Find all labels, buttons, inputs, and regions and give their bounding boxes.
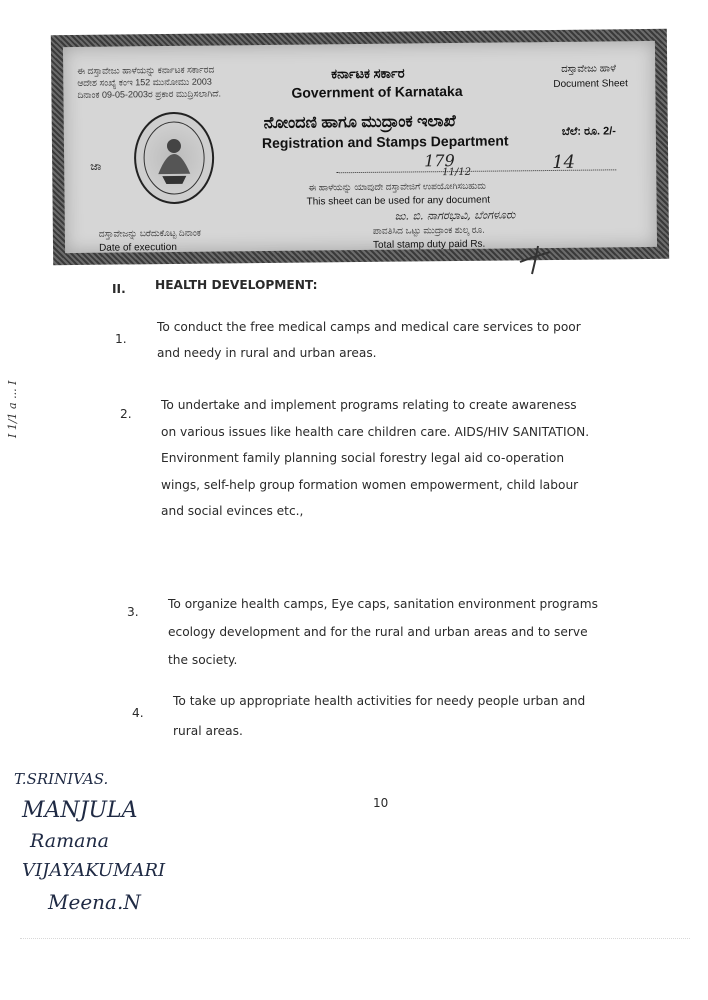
handwritten-number: 179 xyxy=(424,151,455,171)
check-mark-icon xyxy=(516,244,556,278)
item-line: and social evinces etc., xyxy=(161,504,304,518)
signature: T.SRINIVAS. xyxy=(14,770,109,788)
signature: VIJAYAKUMARI xyxy=(22,860,166,881)
stamp-vendor-handwriting: ಜು. ಬಿ. ನಾಗರಭಾವಿ, ಬೆಂಗಳೂರು xyxy=(394,208,516,223)
item-line: To take up appropriate health activities for needy people urban and xyxy=(173,694,586,708)
item-line: the society. xyxy=(168,653,238,667)
stamp-order-line: ಆದೇಶ ಸಂಖ್ಯೆ ಕಂಇ 152 ಮುನೋಮು 2003 xyxy=(77,76,212,88)
gov-title-kannada: ಕರ್ನಾಟಕ ಸರ್ಕಾರ xyxy=(331,65,405,82)
list-item xyxy=(173,686,585,746)
list-item xyxy=(168,590,598,674)
list-item xyxy=(161,392,589,525)
item-line: ecology development and for the rural and urban areas and to serve xyxy=(168,625,588,639)
item-line: To organize health camps, Eye caps, sanitation environment programs xyxy=(168,597,598,611)
item-line: and needy in rural and urban areas. xyxy=(157,346,377,360)
state-emblem-seal xyxy=(134,112,215,205)
duty-paid-kannada: ಪಾವತಿಸಿದ ಒಟ್ಟು ಮುದ್ರಾಂಕ ಶುಲ್ಕ ರೂ. xyxy=(372,224,485,236)
dept-title-kannada: ನೋಂದಣಿ ಹಾಗೂ ಮುದ್ರಾಂಕ ಇಲಾಖೆ xyxy=(263,112,456,133)
handwritten-date: 11/12 xyxy=(442,166,472,179)
item-number: 3. xyxy=(127,605,139,619)
item-line: wings, self-help group formation women empowerment, child labour xyxy=(161,477,579,492)
section-numeral: II. xyxy=(112,282,126,296)
item-line: on various issues like health care children care. AIDS/HIV SANITATION. xyxy=(161,424,590,439)
doc-sheet-kannada: ದಸ್ತಾವೇಜು ಹಾಳೆ xyxy=(561,63,617,75)
section-title: HEALTH DEVELOPMENT: xyxy=(155,278,318,292)
stamp-order-line: ಈ ದಸ್ತಾವೇಜು ಹಾಳೆಯನ್ನು ಕರ್ನಾಟಕ ಸರ್ಕಾರದ xyxy=(77,64,215,76)
dept-title-english: Registration and Stamps Department xyxy=(261,132,509,152)
doc-sheet-english: Document Sheet xyxy=(553,78,628,90)
signature: MANJULA xyxy=(22,798,138,823)
stamp-paper-header xyxy=(51,29,669,265)
any-document-kannada: ಈ ಹಾಳೆಯನ್ನು ಯಾವುದೇ ದಸ್ತಾವೇಜಿಗೆ ಉಪಯೋಗಿಸಬಹುದು xyxy=(308,180,487,193)
item-line: rural areas. xyxy=(173,724,243,738)
execution-date-english: Date of execution xyxy=(98,241,177,254)
signature: Ramana xyxy=(30,830,109,852)
item-line: To undertake and implement programs relating to create awareness xyxy=(161,398,577,412)
signature: Meena.N xyxy=(48,890,141,914)
scan-artifact-line xyxy=(20,938,690,939)
duty-paid-english: Total stamp duty paid Rs. xyxy=(372,238,486,251)
any-document-english: This sheet can be used for any document xyxy=(306,194,491,208)
stamp-panel xyxy=(63,41,657,253)
item-line: To conduct the free medical camps and medical care services to poor xyxy=(157,320,581,334)
item-number: 2. xyxy=(120,407,132,421)
item-number: 4. xyxy=(132,706,144,720)
stamp-order-line: ದಿನಾಂಕ 09-05-2003ರ ಪ್ರಕಾರ ಮುದ್ರಿಸಲಾಗಿದೆ. xyxy=(77,88,221,100)
page-number: 10 xyxy=(373,796,389,810)
stamp-order-note xyxy=(77,63,221,101)
serial-prefix: ಜಾ xyxy=(90,160,102,173)
item-line: Environment family planning social forestry legal aid co-operation xyxy=(161,451,565,465)
handwritten-count: 14 xyxy=(552,151,576,173)
margin-handwritten-note: I 1/1 a ... I xyxy=(6,380,19,438)
list-item xyxy=(157,314,581,366)
gov-title-english: Government of Karnataka xyxy=(291,82,463,101)
stamp-price: ಬೆಲೆ: ರೂ. 2/- xyxy=(561,125,616,138)
execution-date-kannada: ದಸ್ತಾವೇಜನ್ನು ಬರೆದುಕೊಟ್ಟ ದಿನಾಂಕ xyxy=(98,227,201,239)
emblem-icon xyxy=(136,114,213,203)
item-number: 1. xyxy=(115,332,127,346)
